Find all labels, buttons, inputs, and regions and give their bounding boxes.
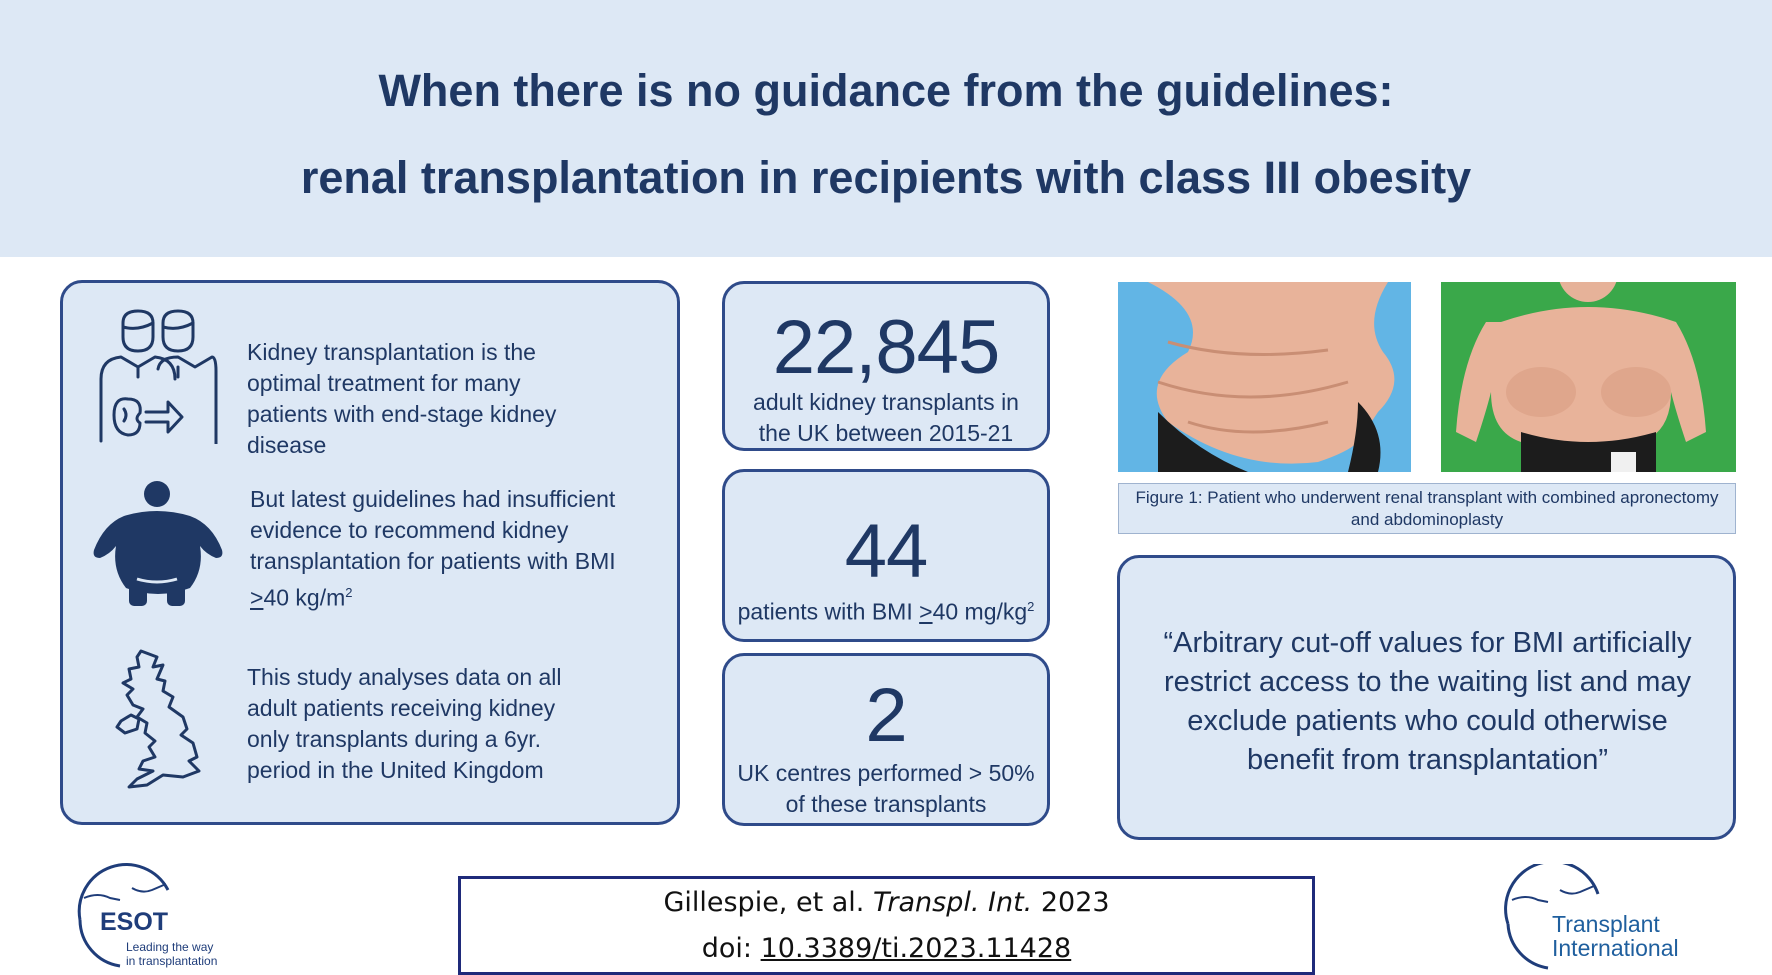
citation-journal: Transpl. Int. xyxy=(872,887,1033,918)
stat-card-bmi-patients xyxy=(722,469,1050,642)
superscript-2: 2 xyxy=(1027,599,1035,614)
citation-box xyxy=(458,876,1315,975)
uk-map-icon xyxy=(111,649,221,804)
ti-name-line-2: International xyxy=(1552,935,1679,961)
esot-tagline-line-2: in transplantation xyxy=(126,954,218,968)
greater-equal-symbol: > xyxy=(919,598,933,625)
patient-photo-side xyxy=(1118,282,1411,472)
ti-name-line-1: Transplant xyxy=(1552,911,1660,937)
stat-number: 2 xyxy=(865,673,907,758)
stat-card-centres xyxy=(722,653,1050,826)
esot-tagline xyxy=(126,940,217,968)
quote-text: “Arbitrary cut-off values for BMI artificially restrict access to the waiting list and may exclude patients who could otherwise benefit from transplantation” xyxy=(1163,627,1692,776)
study-analysis-text: This study analyses data on all adult patients receiving kidney only transplants during a 6yr. period in the United Kingdom xyxy=(247,664,562,783)
figure-caption: Figure 1: Patient who underwent renal transplant with combined apronectomy and abdominoplasty xyxy=(1118,483,1736,534)
citation-year: 2023 xyxy=(1032,887,1110,918)
stat-caption-unit: 40 mg/kg xyxy=(932,598,1028,625)
doi-line xyxy=(461,933,1312,964)
esot-logo xyxy=(72,860,242,975)
esot-tagline-line-1: Leading the way xyxy=(126,940,214,954)
stat-caption: UK centres performed > 50% of these transplants xyxy=(737,760,1035,817)
kidney-transplant-text: Kidney transplantation is the optimal treatment for many patients with end-stage kidney disease xyxy=(247,339,557,458)
stat-number: 44 xyxy=(844,509,928,594)
stat-caption xyxy=(735,591,1037,628)
stat-caption: adult kidney transplants in the UK between 2015-21 xyxy=(753,389,1019,446)
greater-equal-symbol: > xyxy=(250,584,264,611)
stat-caption-text: patients with BMI xyxy=(737,598,920,625)
transplant-international-logo xyxy=(1500,864,1725,972)
bmi-value: 40 kg/m xyxy=(263,584,346,611)
guidelines-text xyxy=(250,484,635,614)
quote-panel xyxy=(1117,555,1736,840)
obese-person-icon xyxy=(92,481,224,606)
doi-prefix: doi: xyxy=(701,933,761,964)
stat-card-transplants xyxy=(722,281,1050,451)
doi-link[interactable]: 10.3389/ti.2023.11428 xyxy=(760,933,1072,964)
title-line-2: renal transplantation in recipients with class III obesity xyxy=(300,152,1472,203)
guidelines-text-main: But latest guidelines had insufficient evidence to recommend kidney transplantation for patients with BMI xyxy=(250,486,616,574)
header-band xyxy=(0,0,1772,257)
background-panel xyxy=(60,280,680,825)
stat-number: 22,845 xyxy=(772,305,1000,390)
title-line-1: When there is no guidance from the guidelines: xyxy=(378,65,1394,116)
patient-photo-front xyxy=(1441,282,1736,472)
citation-authors: Gillespie, et al. xyxy=(663,887,873,918)
citation-line xyxy=(461,887,1312,918)
esot-name: ESOT xyxy=(100,908,169,936)
superscript-2: 2 xyxy=(345,585,353,600)
doctors-kidney-icon xyxy=(98,309,218,444)
